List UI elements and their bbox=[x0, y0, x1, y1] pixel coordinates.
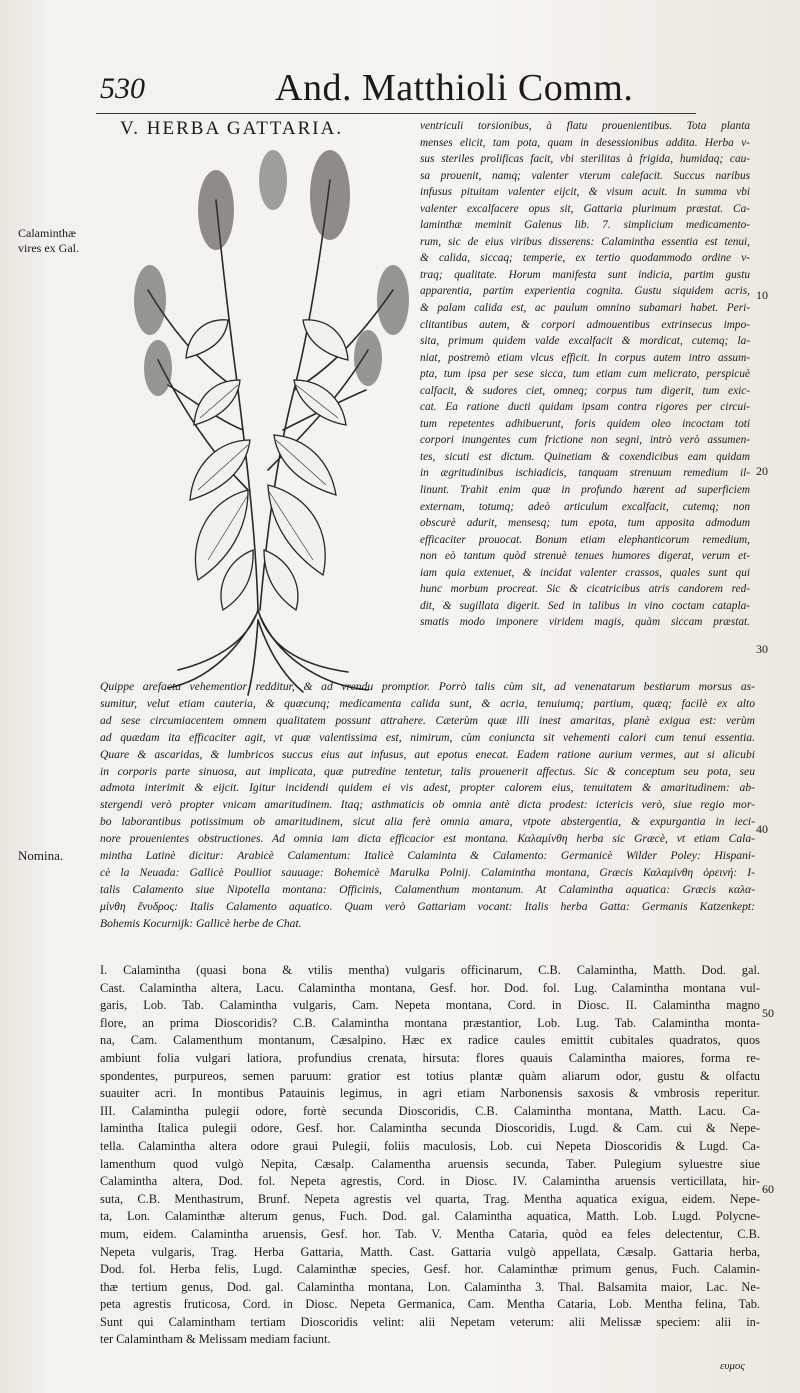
text-line: ta, Lon. Calaminthæ alterum genus, Fuch. Dod. gal. Calamintha aquatica, Matth. Lob. Lugd. Polycne- bbox=[100, 1209, 760, 1224]
text-line: lamenthum quod vulgò Nepita, Cæsalp. Calamentha aruensis secunda, Taber. Pulegium syluestre siue bbox=[100, 1156, 760, 1171]
text-line: mintha Latinè dicitur: Arabicè Calamentum: Italicè Calaminta & Calamento: Germanicè Wilder Poley: Hispani- bbox=[100, 849, 755, 863]
text-line: Cast. Calamintha altera, Lacu. Calamintha montana, Gesf. hor. Dod. fol. Lug. Calamintha montana vul- bbox=[100, 980, 760, 995]
text-line: suta, C.B. Menthastrum, Brunf. Nepeta agrestis vel quarta, Trag. Mentha aquatica exigua, eidem. Nepe- bbox=[100, 1191, 760, 1206]
text-line: stergendi verò propter vnicam amaritudinem. Itaq; asthmaticis ob omnia antè dicta prodest: ictericis verò, siue regio mor- bbox=[100, 798, 755, 812]
text-line: spondentes, purpureos, semen paruum: gratior est totius plantæ quàm aliarum odor, gustu & olfactu bbox=[100, 1068, 760, 1083]
text-line: lamintha Italica pulegii odore, Gesf. hor. Calamintha secunda Dioscoridis, Lugd. & Cam. cui & Nepe- bbox=[100, 1121, 760, 1136]
text-line: ad quædam ita efficaciter agit, vt quæ valentissima est, nimirum, cùm coniuncta sit vehementi calori cum tenui essentia. bbox=[100, 730, 755, 744]
text-line: sumitur, velut etiam cauteria, & quæcunq; medicamenta calida sunt, & acria, tenuiumq; partium, quæq; facilè ex alto bbox=[100, 696, 755, 710]
text-line: & calida, siccaq; temperie, ex tertio quodammodo ordine v- bbox=[420, 252, 750, 265]
text-line: garis, Lob. Tab. Calamintha vulgaris, Cam. Nepeta montana, Cord. in Diosc. II. Calamintha magno bbox=[100, 998, 760, 1013]
full-width-text bbox=[100, 679, 755, 933]
text-line: iam quia extenuet, & incidat valenter crassos, quales sunt qui bbox=[420, 566, 750, 579]
header-rule bbox=[96, 113, 696, 114]
text-line: ad sese circumiacentem omnem qualitatem possunt attrahere. Cæterùm quæ illi inest amaritas, planè exigua est: verùm bbox=[100, 713, 755, 727]
line-number-40: 40 bbox=[756, 822, 768, 836]
text-line: menses elicit, tam pota, quam in desessionibus addita. Herba v- bbox=[420, 136, 750, 149]
right-column-text bbox=[420, 118, 750, 631]
text-line: ter Calamintham & Melissam mediam faciunt. bbox=[100, 1332, 331, 1347]
text-line: calfacit, & sudores ciet, omneq; corpus tum digerit, tum exic- bbox=[420, 384, 750, 397]
text-line: niat, postremò etiam vlcus efficit. In corpus autem intro assum- bbox=[420, 351, 750, 364]
text-line: smatis modo imponere viridem magis, quàm siccam præstat. bbox=[420, 616, 750, 629]
text-line: ventriculi torsionibus, à flatu prouenientibus. Tota planta bbox=[420, 120, 750, 132]
text-line: cat. Ea ratione ducti quidam ipsam contra rigores per circui- bbox=[420, 401, 750, 414]
text-line: valenter excalfacere opus sit, Gattaria plurimum præstat. Ca- bbox=[420, 202, 750, 215]
text-line: rum, sic de eius viribus disserens: Calamintha essentia est tenui, bbox=[420, 235, 750, 248]
text-line: pta, tum ipsa per sese sicca, tum etiam cum melicrato, perspicuè bbox=[420, 368, 750, 381]
text-line: in corporis parte sinuosa, aut implicata, quæ putredine tentetur, talis prouenerit affectus. Sic & conceptum seu pota, seu bbox=[100, 764, 755, 778]
text-line: III. Calamintha pulegii odore, fortè secunda Dioscoridis, C.B. Calamintha montana, Matth. Lacu. Ca- bbox=[100, 1103, 760, 1118]
text-line: suauiter acri. In montibus Patauinis legimus, in agri etiam Narbonensis saxosis & vmbrosis reperitur. bbox=[100, 1086, 760, 1101]
text-line: dit, & sugillata digerit. Sed in talibus in vino coctam catapla- bbox=[420, 599, 750, 612]
text-line: linunt. Trahit enim quæ in profundo hærent ad superficiem bbox=[420, 484, 750, 497]
margin-note-nomina: Nomina. bbox=[18, 848, 64, 863]
text-line: sa prouenit, namq; valenter vterum calefacit. Succus naribus bbox=[420, 169, 750, 182]
text-line: bo laborantibus potissimum ob amaritudinem, sicut alia ferè omnia amara, vtpote abstergentia, & expurgantia in ieci- bbox=[100, 815, 755, 829]
text-line: sita, primum quidem valde excalfacit & mordicat, cutemq; la- bbox=[420, 335, 750, 348]
text-line: in ægritudinibus ischiadicis, tanquam strenuum remedium il- bbox=[420, 467, 750, 480]
text-line: tum repetentes adhibuerunt, foris quidem oleo incoctam toti bbox=[420, 417, 750, 430]
text-line: Bohemis Kocurnijk: Gallicè herbe de Chat. bbox=[100, 916, 302, 930]
text-line: talis Calamento siue Nipotella montana: Officinis, Calamenthum montanum. At Calamintha aquatica: Græcis καλα- bbox=[100, 882, 755, 896]
line-number-20: 20 bbox=[756, 464, 768, 478]
text-line: sus steriles prolificas facit, vbi sterilitas à frigida, humidaq; cau- bbox=[420, 153, 750, 166]
section-title: V. HERBA GATTARIA. bbox=[120, 118, 344, 139]
text-line: hunc morbum procreat. Sic & cicatricibus atris candorem red- bbox=[420, 583, 750, 596]
text-line: efficaciter prouocat. Bonum etiam elephanticorum remedium, bbox=[420, 533, 750, 546]
line-number-50: 50 bbox=[762, 1006, 774, 1020]
text-line: Quare & ascaridas, & lumbricos succus eius aut infusus, aut epotus enecat. Eadem ratione aurium vermes, aut si alicubi bbox=[100, 747, 755, 761]
text-line: μίνθη ἔνυδρος: Italis Calamento aquatico. Quam verò Gattariam vocant: Italis herba Gatta: Germanis Katzenkept: bbox=[100, 899, 755, 913]
line-number-30: 30 bbox=[756, 642, 768, 656]
text-line: Dod. fol. Herba felis, Lugd. Calaminthæ species, Gesf. hor. Calaminthæ primum genus, Fuch. Calamin- bbox=[100, 1262, 760, 1277]
text-line: mum, eidem. Calamintha aruensis, Gesf. hor. Tab. V. Mentha Cataria, quòd ea feles delectentur, C.B. bbox=[100, 1226, 760, 1241]
text-line: Calamintha altera, Dod. fol. Nepeta agrestis, Cord. in Diosc. IV. Calamintha aruensis verticillata, hir- bbox=[100, 1174, 760, 1189]
line-number-10: 10 bbox=[756, 288, 768, 302]
text-line: I. Calamintha (quasi bona & vtilis mentha) vulgaris officinarum, C.B. Calamintha, Matth. Dod. gal. bbox=[100, 963, 760, 977]
text-line: non eò tantum quòd strenuè tenues humores digerat, verum et- bbox=[420, 550, 750, 563]
text-line: cè la Neuada: Gallicè Poulliot sauuage: Bohemicè Marulka Polnij. Calamintha montana, Græcis Καλαμίνθη ὀρεινή: I- bbox=[100, 865, 755, 879]
text-line: apparentia, partim experientia cognita. Gustu siquidem acris, bbox=[420, 285, 750, 298]
text-line: thæ tertium genus, Dod. gal. Calamintha montana, Lon. Calamintha 3. Thal. Balsamita maior, Lac. Ne- bbox=[100, 1279, 760, 1294]
text-line: clitantibus autem, & corpori admouentibus extrinsecus impo- bbox=[420, 318, 750, 331]
text-line: admota interimit & eijcit. Igitur incidendi quidem ei vis adest, propter calorem eius, tenuitatem & amaritudinem: ab- bbox=[100, 781, 755, 795]
margin-note-vires: Calaminthæ vires ex Gal. bbox=[18, 226, 79, 255]
catchword: ευμος bbox=[720, 1360, 745, 1372]
line-number-60: 60 bbox=[762, 1182, 774, 1196]
text-line: flore, an prima Dioscoridis? C.B. Calamintha montana præstantior, Lob. Lug. Tab. Calamintha monta- bbox=[100, 1015, 760, 1030]
text-line: Nepeta vulgaris, Trag. Herba Gattaria, Matth. Cast. Gattaria vulgò appellata, Cæsalp. Gattaria herba, bbox=[100, 1244, 760, 1259]
text-line: tella. Calamintha altera odore graui Pulegii, foliis maculosis, Lob. cui Nepeta Dioscoridis & Lugd. Ca- bbox=[100, 1138, 760, 1153]
running-title: And. Matthioli Comm. bbox=[275, 67, 634, 109]
text-line: na, Cam. Calamenthum montanum, Cæsalpino. Hæc ex radice caules emittit cubitales quadratos, quos bbox=[100, 1033, 760, 1048]
text-line: Quippe arefacta vehementior redditur, & ad vrendu promptior. Porrò talis cùm sit, ad venenatarum bestiarum morsus as- bbox=[100, 680, 755, 693]
text-line: peta agrestis fruticosa, Cord. in Diosc. Nepeta Germanica, Cam. Mentha Cataria, Lob. Mentha felina, Tab. bbox=[100, 1297, 760, 1312]
text-line: externam, totumq; adeò articulum excalfacit, cutemq; non bbox=[420, 500, 750, 513]
text-line: traq; qualitate. Horum manifesta sunt indicia, partim gustu bbox=[420, 268, 750, 281]
annotation-text bbox=[100, 962, 760, 1349]
text-line: & palam calida est, ac paulum omnino subamari habet. Peri- bbox=[420, 302, 750, 315]
text-line: obscurè adurit, mensesq; tum epota, tum apposita admodum bbox=[420, 517, 750, 530]
text-line: infusus pituitam valenter eijcit, & visum acuit. In summa vbi bbox=[420, 186, 750, 199]
text-line: ambiunt folia vulgari latiora, profundius crenata, hirsuta: flores quauis Calamintha maiores, forma re- bbox=[100, 1050, 760, 1065]
text-line: nore prouenientes obstructiones. Ad omnia iam dicta efficacior est montana. Καλαμίνθη herba sic Græcè, vt etiam Cala- bbox=[100, 832, 755, 846]
page-number: 530 bbox=[100, 72, 145, 105]
text-line: corpori inungentes cum frictione non segni, intrò verò assumen- bbox=[420, 434, 750, 447]
text-line: Sunt qui Calamintham tertiam Dioscoridis velint: alii Nepetam veterum: alii Melissæ speciem: alii in- bbox=[100, 1314, 760, 1329]
plant-woodcut-illustration bbox=[98, 140, 418, 700]
text-line: tes, sicuti est dictum. Quinetiam & coxendicibus eam quidam bbox=[420, 450, 750, 463]
text-line: laminthæ meminit Galenus lib. 7. simplicium medicamento- bbox=[420, 219, 750, 232]
